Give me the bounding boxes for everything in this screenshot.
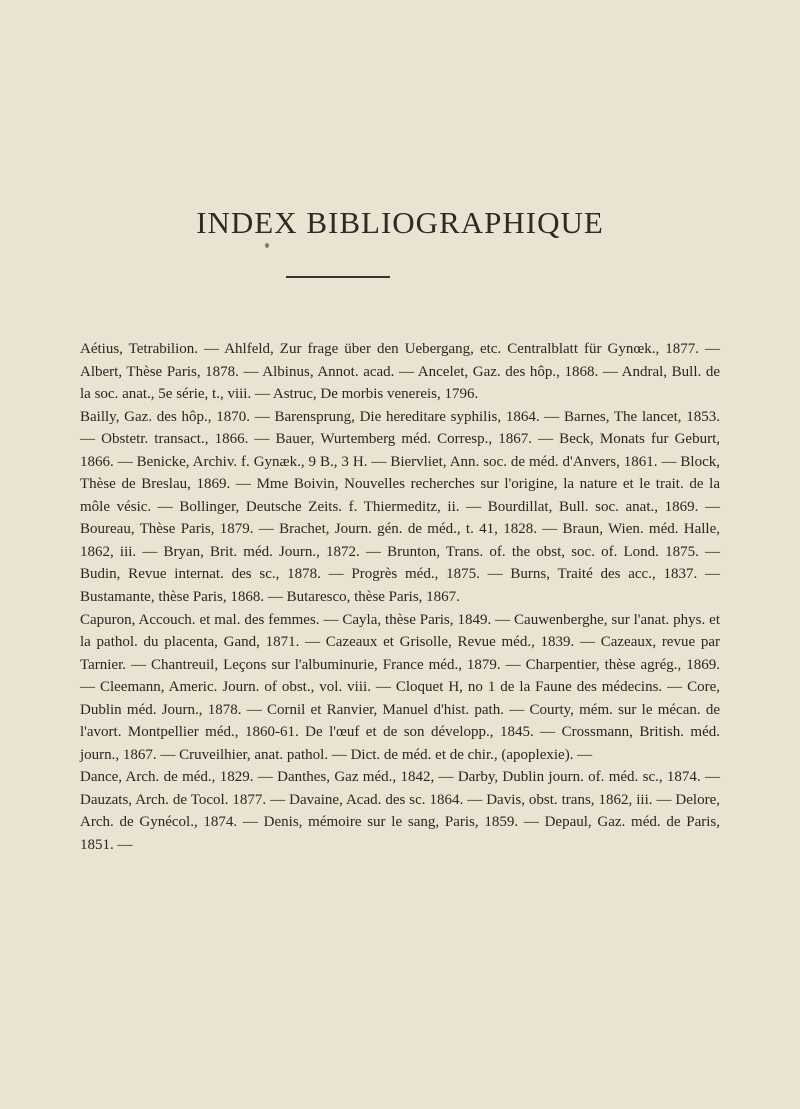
entry-paragraph-d: Dance, Arch. de méd., 1829. — Danthes, Gaz méd., 1842, — Darby, Dublin journ. of. méd. sc., 1874. — Dauzats, Arch. de Tocol. 1877. — Davaine, Acad. des sc. 1864. — Davis, obst. trans, 1862, iii. — Delore, Arch. de Gynécol., 1874. — Denis, mémoire sur le sang, Paris, 1859. — Depaul, Gaz. méd. de Paris, 1851. —	[80, 769, 720, 854]
entry-paragraph-c: Capuron, Accouch. et mal. des femmes. — Cayla, thèse Paris, 1849. — Cauwenberghe, sur l'anat. phys. et la pathol. du placenta, Gand, 1871. — Cazeaux et Grisolle, Revue méd., 1839. — Cazeaux, revue par Tarnier. — Chantreuil, Leçons sur l'albuminurie, France méd., 1879. — Charpentier, thèse agrég., 1869. — Cleemann, Americ. Journ. of obst., vol. viii. — Cloquet H, no 1 de la Faune des médecins. — Core, Dublin méd. Journ., 1878. — Cornil et Ranvier, Manuel d'hist. path. — Courty, mém. sur le mécan. de l'avort. Montpellier méd., 1860-61. De l'œuf et de son développ., 1845. — Crossmann, British. méd. journ., 1867. — Cruveilhier, anat. pathol. — Dict. de méd. et de chir., (apoplexie). —	[80, 611, 720, 763]
page-title: INDEX BIBLIOGRAPHIQUE	[196, 205, 604, 240]
entry-paragraph-b: Bailly, Gaz. des hôp., 1870. — Barensprung, Die hereditare syphilis, 1864. — Barnes, The lancet, 1853. — Obstetr. transact., 1866. — Bauer, Wurtemberg méd. Corresp., 1867. — Beck, Monats fur Geburt, 1866. — Benicke, Archiv. f. Gynæk., 9 B., 3 H. — Biervliet, Ann. soc. de méd. d'Anvers, 1861. — Block, Thèse de Breslau, 1869. — Mme Boivin, Nouvelles recherches sur l'origine, la nature et le trait. de la môle vésic. — Bollinger, Deutsche Zeits. f. Thiermeditz, ii. — Bourdillat, Bull. soc. anat., 1869. — Boureau, Thèse Paris, 1879. — Brachet, Journ. gén. de méd., t. 41, 1828. — Braun, Wien. méd. Halle, 1862, iii. — Bryan, Brit. méd. Journ., 1872. — Brunton, Trans. of. the obst, soc. of. Lond. 1875. — Budin, Revue internat. des sc., 1878. — Progrès méd., 1875. — Burns, Traité des acc., 1837. — Bustamante, thèse Paris, 1868. — Butaresco, thèse Paris, 1867.	[80, 408, 720, 606]
ink-speck	[265, 243, 269, 248]
title-rule	[286, 276, 390, 278]
bibliography-entries	[80, 338, 720, 857]
entry-paragraph-a: Aétius, Tetrabilion. — Ahlfeld, Zur frage über den Uebergang, etc. Centralblatt für Gynœk., 1877. — Albert, Thèse Paris, 1878. — Albinus, Annot. acad. — Ancelet, Gaz. des hôp., 1868. — Andral, Bull. de la soc. anat., 5e série, t., viii. — Astruc, De morbis venereis, 1796.	[80, 341, 720, 403]
